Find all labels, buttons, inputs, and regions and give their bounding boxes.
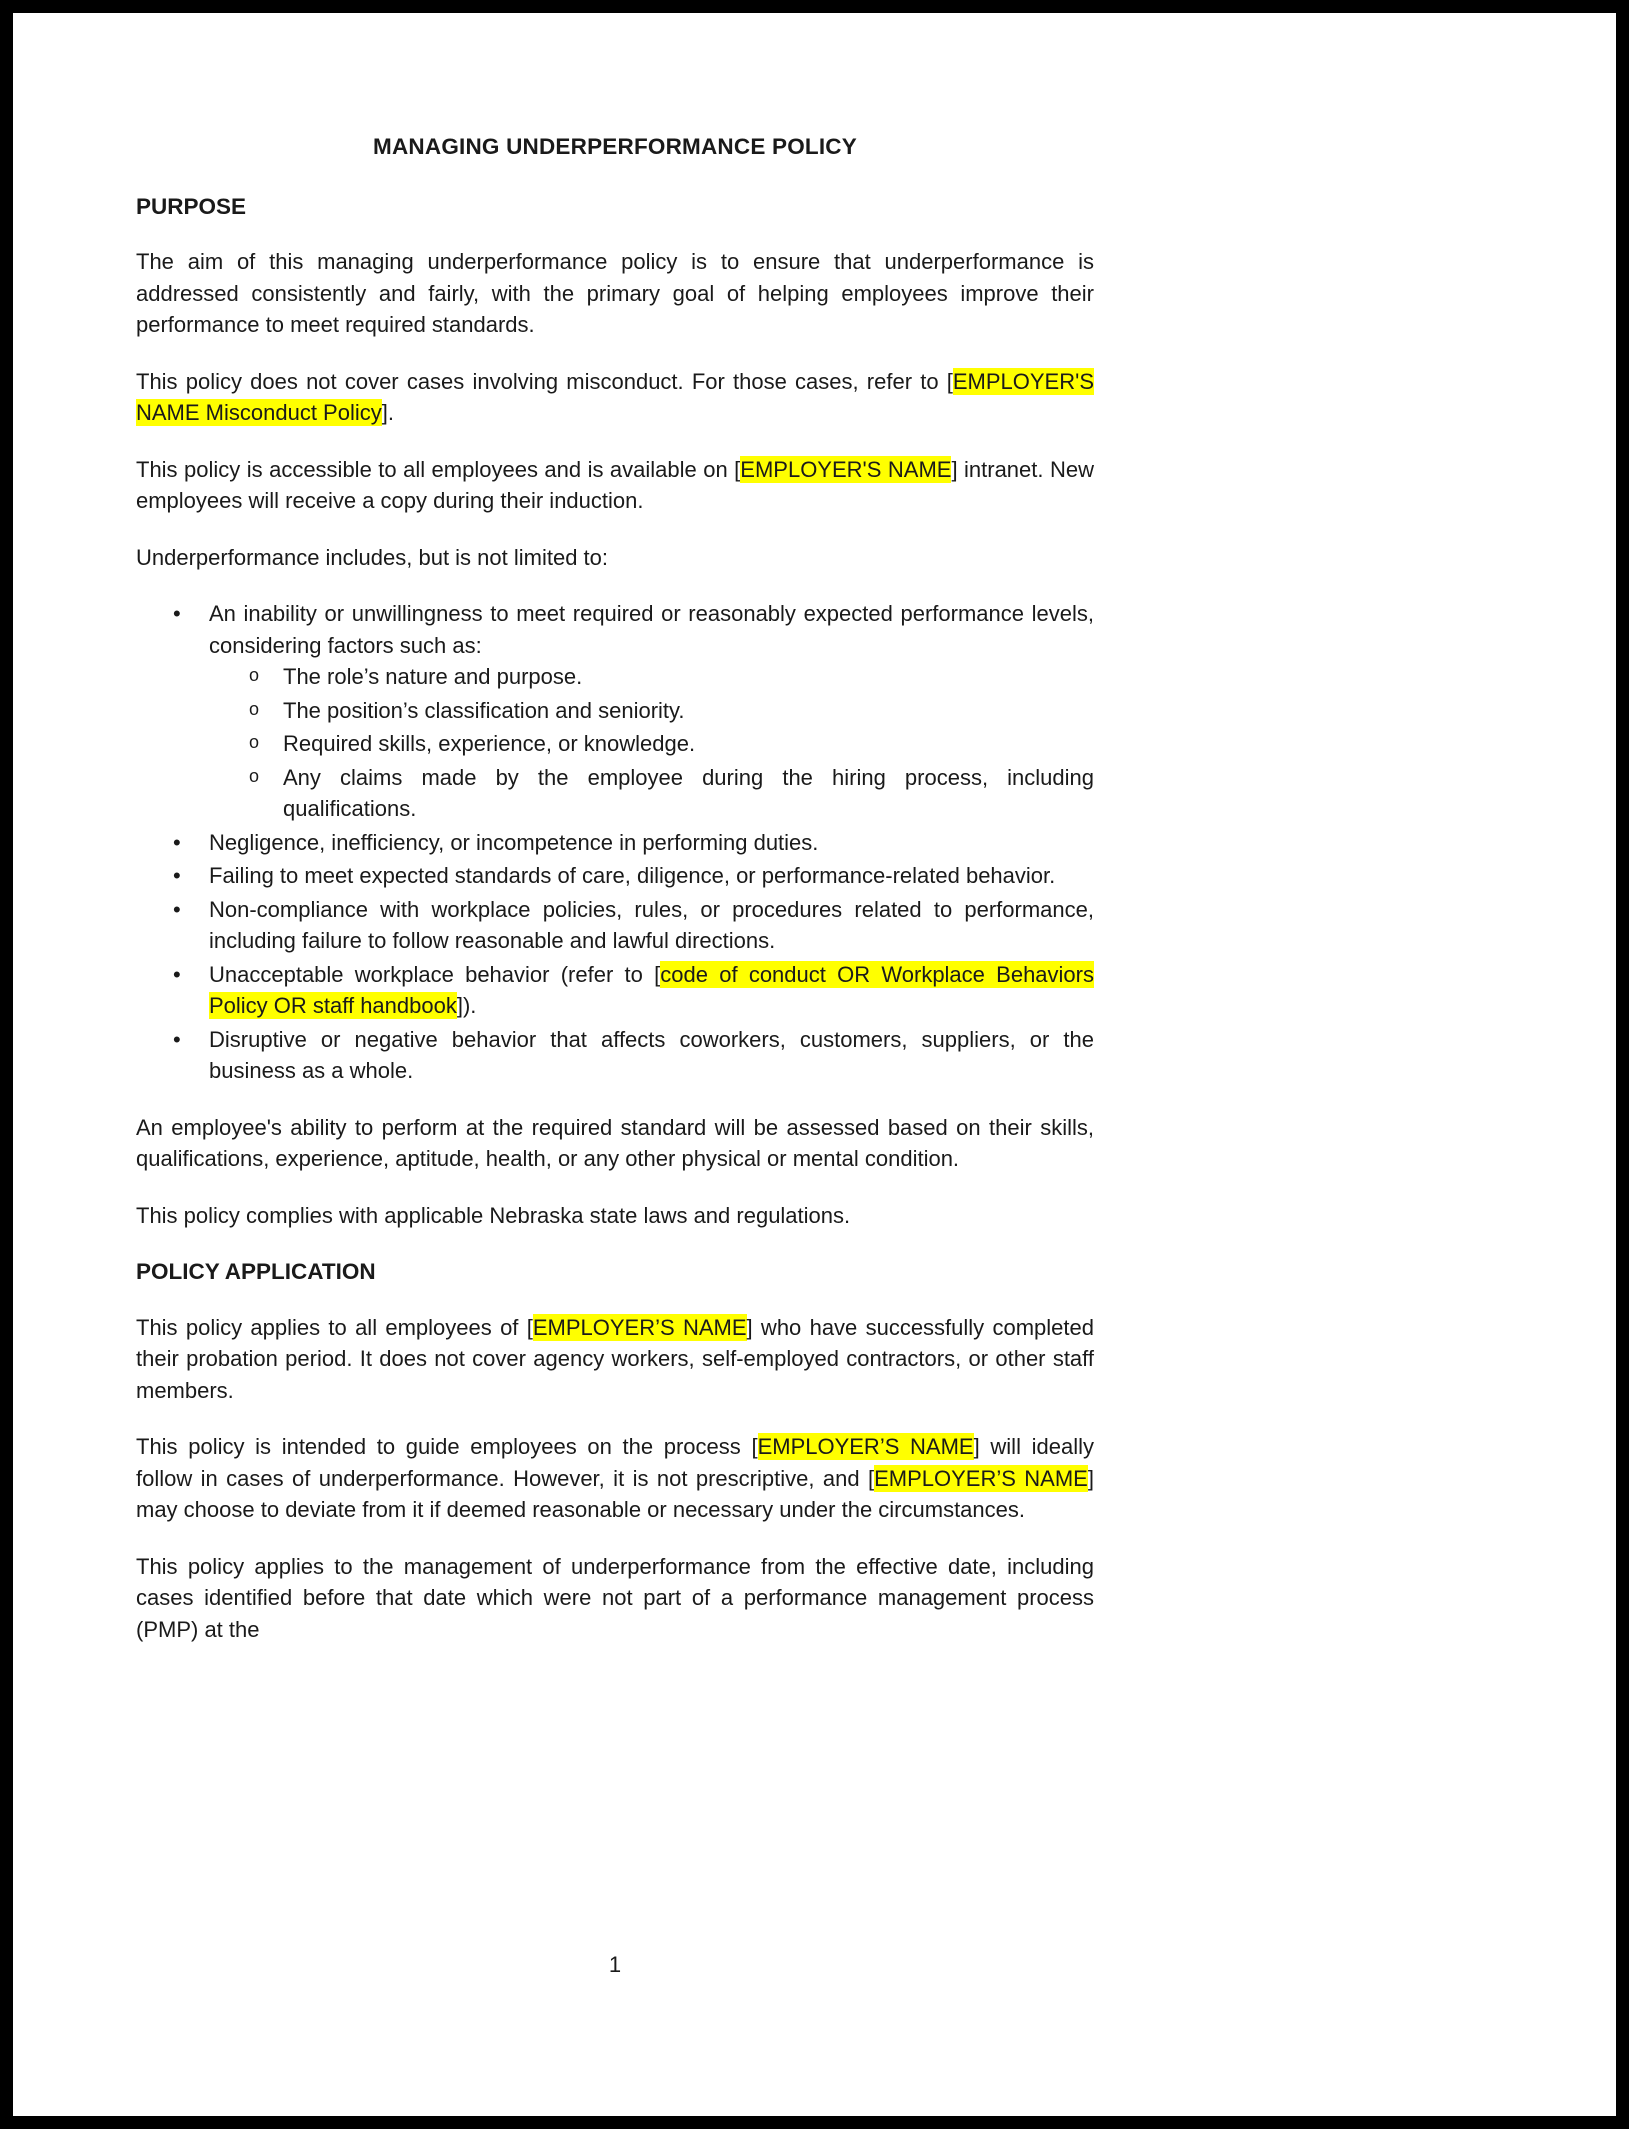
text-segment: The role’s nature and purpose.	[283, 664, 583, 689]
text-segment: ]).	[456, 993, 477, 1018]
sub-bullet-item-text	[283, 664, 582, 689]
highlighted-placeholder: EMPLOYER'S NAME Misconduct Policy	[136, 368, 1094, 425]
bullet-item-text	[209, 897, 1094, 954]
bullet-item-text	[209, 1027, 1094, 1084]
text-segment: Non-compliance with workplace policies, rules, or procedures related to performance, including failure to follow reasonable and lawful directions.	[209, 896, 1094, 953]
highlighted-placeholder: EMPLOYER’S NAME	[532, 1314, 747, 1340]
section-heading: POLICY APPLICATION	[136, 1259, 376, 1284]
highlighted-placeholder: EMPLOYER’S NAME	[757, 1434, 974, 1459]
text-segment: This policy applies to the management of underperformance from the effective date, including cases identified before that date which were not part of a performance management process (PMP) at the	[136, 1553, 1094, 1642]
paragraph	[136, 366, 1094, 429]
document-body	[136, 191, 1094, 1646]
sub-bullet-item	[209, 661, 1094, 693]
paragraph	[136, 1431, 1094, 1526]
bullet-item-text	[209, 961, 1094, 1020]
paragraph	[136, 246, 1094, 341]
text-segment: Failing to meet expected standards of care, diligence, or performance-related behavior.	[209, 863, 1056, 888]
bullet-item	[136, 894, 1094, 957]
text-segment: An employee's ability to perform at the required standard will be assessed based on their skills, qualifications, experience, aptitude, health, or any other physical or mental condition.	[136, 1114, 1094, 1171]
sub-bullet-item-text	[283, 765, 1094, 822]
bullet-marker: •	[173, 961, 181, 987]
bullet-item	[136, 860, 1094, 892]
text-segment: ] who have successfully completed their probation period. It does not cover agency workers, self-employed contractors, or other staff members.	[136, 1314, 1094, 1403]
bullet-marker: •	[173, 1026, 181, 1052]
bullet-marker: •	[173, 863, 181, 888]
bullet-marker: o	[249, 732, 260, 752]
bullet-marker: o	[249, 665, 260, 685]
bullet-item	[136, 959, 1094, 1022]
text-segment: This policy is accessible to all employees and is available on [	[136, 456, 741, 482]
paragraph	[136, 1200, 1094, 1232]
paragraph	[136, 542, 1094, 574]
bullet-marker: •	[173, 829, 181, 855]
text-segment: Negligence, inefficiency, or incompetence in performing duties.	[209, 829, 819, 855]
text-segment: This policy does not cover cases involving misconduct. For those cases, refer to [	[136, 368, 953, 394]
sub-bullet-item-text	[283, 731, 695, 756]
page-number: 1	[608, 1952, 622, 1977]
paragraph	[136, 454, 1094, 517]
sub-bullet-item	[209, 728, 1094, 760]
highlighted-placeholder: EMPLOYER’S NAME	[874, 1465, 1088, 1491]
text-segment: Unacceptable workplace behavior (refer to [	[209, 961, 661, 987]
sub-bullet-item	[209, 762, 1094, 825]
paragraph	[136, 1112, 1094, 1175]
bullet-marker: •	[173, 601, 181, 626]
document-content	[136, 131, 1094, 1670]
text-segment: The position’s classification and seniority.	[283, 697, 685, 723]
bullet-marker: •	[173, 896, 181, 922]
bullet-marker: o	[249, 765, 260, 786]
document-title: MANAGING UNDERPERFORMANCE POLICY	[373, 134, 857, 159]
bullet-item-text	[209, 830, 818, 855]
text-segment: ] will ideally follow in cases of underperformance. However, it is not prescriptive, and [	[136, 1434, 1094, 1491]
bullet-item	[136, 1024, 1094, 1087]
sub-bullet-item	[209, 695, 1094, 727]
highlighted-placeholder: code of conduct OR Workplace Behaviors Policy OR staff handbook	[209, 961, 1094, 1018]
text-segment: ] may choose to deviate from it if deemed reasonable or necessary under the circumstances.	[136, 1465, 1094, 1522]
text-segment: This policy is intended to guide employees on the process [	[136, 1434, 758, 1459]
sub-bullet-item-text	[283, 698, 685, 723]
text-segment: Any claims made by the employee during the hiring process, including qualifications.	[283, 764, 1094, 821]
text-segment: The aim of this managing underperformance policy is to ensure that underperformance is addressed consistently and fairly, with the primary goal of helping employees improve their performance to meet required standards.	[136, 249, 1094, 337]
bullet-item	[136, 827, 1094, 859]
bullet-item-text	[209, 601, 1094, 658]
text-segment: Underperformance includes, but is not limited to:	[136, 544, 609, 570]
sub-bullet-list	[209, 661, 1094, 825]
text-segment: ] intranet. New employees will receive a copy during their induction.	[136, 456, 1094, 513]
paragraph	[136, 1312, 1094, 1407]
text-segment: This policy applies to all employees of [	[136, 1314, 533, 1340]
text-segment: An inability or unwillingness to meet required or reasonably expected performance levels, considering factors such as:	[209, 601, 1094, 658]
bullet-item-text	[209, 863, 1055, 888]
paragraph	[136, 1551, 1094, 1646]
bullet-marker: o	[249, 698, 260, 719]
bullet-item	[136, 598, 1094, 825]
text-segment: ].	[381, 400, 394, 425]
text-segment: Required skills, experience, or knowledge.	[283, 731, 696, 756]
section-heading: PURPOSE	[136, 193, 247, 219]
bullet-list	[136, 598, 1094, 1087]
highlighted-placeholder: EMPLOYER'S NAME	[740, 456, 952, 482]
text-segment: This policy complies with applicable Nebraska state laws and regulations.	[136, 1202, 851, 1228]
text-segment: Disruptive or negative behavior that affects coworkers, customers, suppliers, or the business as a whole.	[209, 1026, 1094, 1083]
